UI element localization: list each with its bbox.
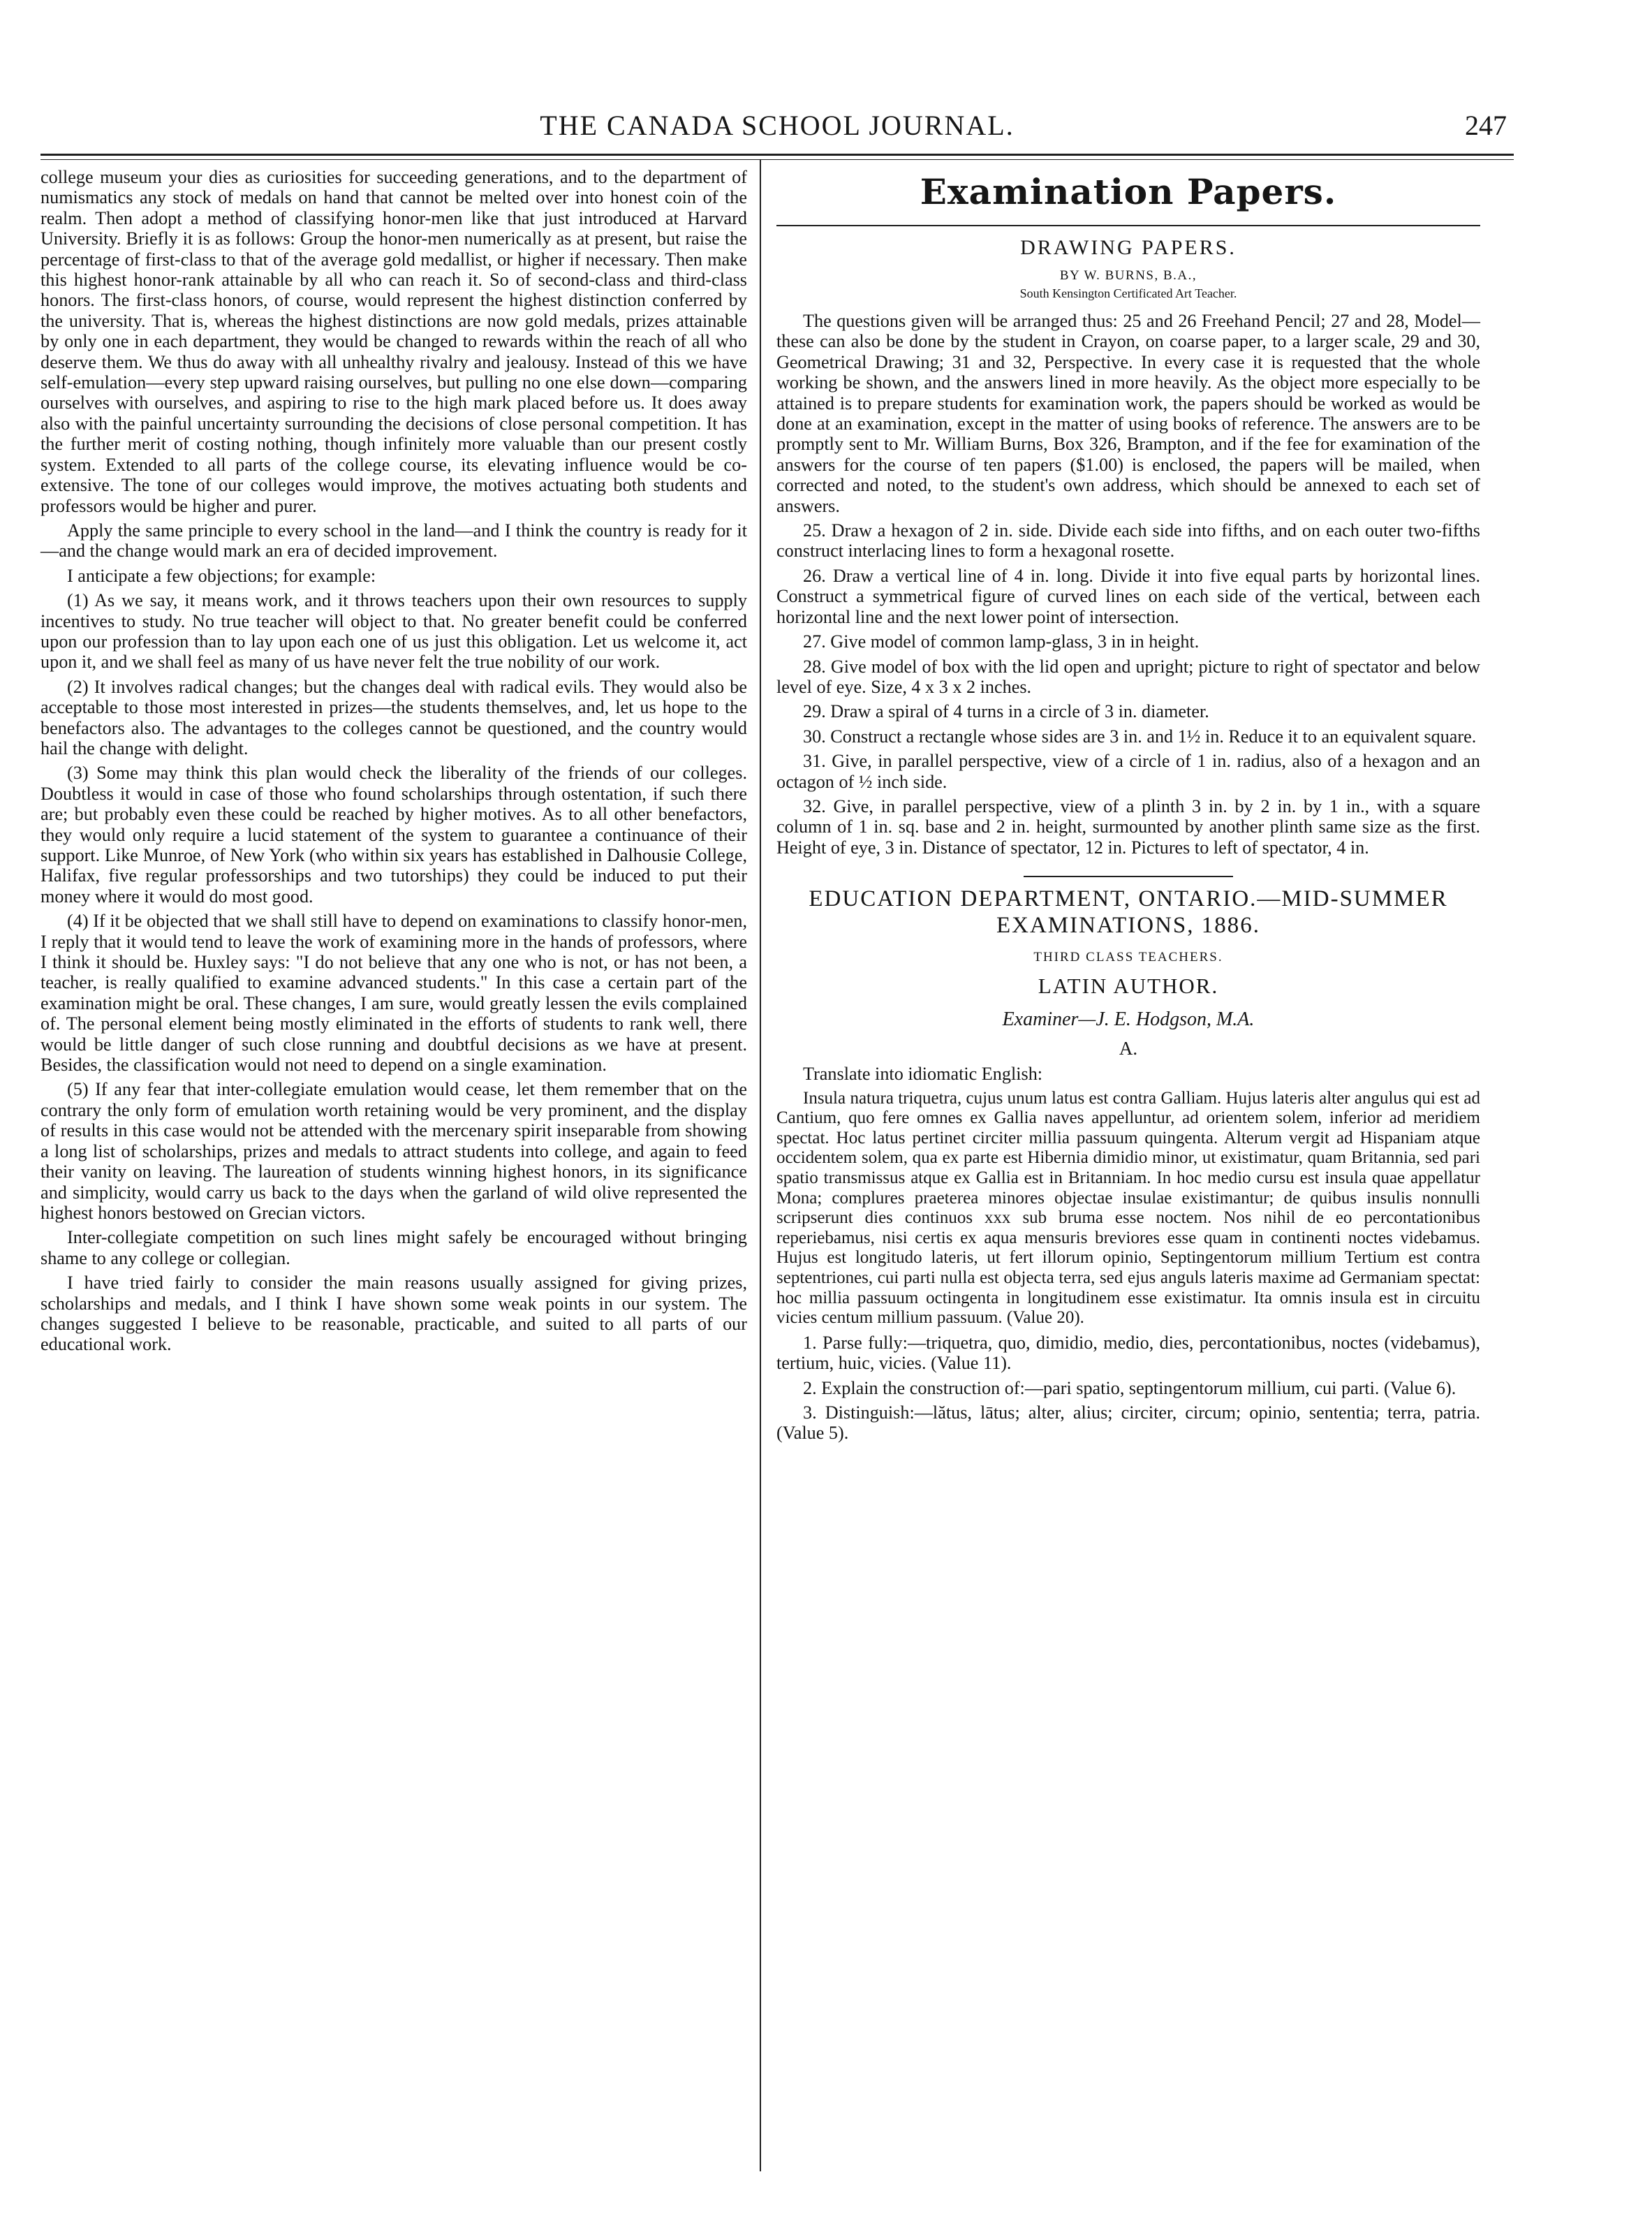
objection-paragraph: (3) Some may think this plan would check the liberality of the friends of our colleges. Doubtless it would in case of those who found scholarships through ostentation, if such there are; but probably even these could be reached by higher motives. As to all other benefactors, they would only require a lucid statement of the system to guarantee a continuance of their support. Like Munroe, of New York (who within six years has established in Dalhousie College, Halifax, five regular professorships and two tutorships) they could be induced to put their money where it would do most good. (40, 763, 747, 907)
drawing-question: 31. Give, in parallel perspective, view of a circle of 1 in. radius, also of a hexagon and an octagon of ½ inch side. (776, 751, 1480, 792)
translate-instruction: Translate into idiomatic English: (803, 1064, 1043, 1085)
right-column (761, 160, 1480, 2171)
drawing-question: 26. Draw a vertical line of 4 in. long. Divide it into five equal parts by horizontal lines. Construct a symmetrical figure of curved lines on each side of the vertical, between each horizontal line and the next lower point of intersection. (776, 565, 1480, 627)
page-header (40, 105, 1514, 154)
latin-passage: Insula natura triquetra, cujus unum latus est contra Galliam. Hujus lateris alter angulus qui est ad Cantium, quo fere omnes ex Gallia naves appelluntur, ad orientem solem, inferior ad meridiem spectat. Hoc latus pertinet circiter millia passuum quingenta. Alterum vergit ad Hispaniam atque occidentem solem, qua ex parte est Hibernia dimidio minor, ut existimatur, quam Britannia, sed pari spatio transmissus atque ex Gallia est in Britanniam. In hoc medio cursu est insula quae appellatur Mona; complures praeterea minores objectae insulae existimantur; de quibus insulis nonnulli scripserunt dies continuos xxx sub bruma esse noctem. Nos nihil de eo percontationibus reperiebamus, nisi certis ex aqua mensuris breviores esse quam in continenti noctes videbamus. Hujus est longitudo lateris, ut fert illorum opinio, Septingentorum millium Tertium est contra septentriones, cui parti nulla est objecta terra, sed ejus anguls lateris maxime ad Germaniam spectat: hoc millia passuum octingenta in longitudinem esse existimatur. Ita omnis insula est in circuitu vicies centum millium passuum. (Value 20). (776, 1088, 1480, 1328)
drawing-question: 32. Give, in parallel perspective, view of a plinth 3 in. by 2 in. by 1 in., with a square column of 1 in. sq. base and 2 in. height, surmounted by another plinth same size as the first. Height of eye, 3 in. Distance of spectator, 12 in. Pictures to left of spectator, 4 in. (776, 795, 1480, 858)
left-column (40, 160, 760, 2171)
section-title: Examination Papers. (920, 171, 1337, 212)
objection-paragraph: (1) As we say, it means work, and it throws teachers upon their own resources to supply incentives to study. No true teacher will object to that. No greater benefit could be conferred upon our profession than to lay upon each one of us just this obligation. Let us welcome it, act upon it, and we shall feel as many of us have never felt the true nobility of our work. (40, 590, 747, 673)
article-paragraph: college museum your dies as curiosities for succeeding generations, and to the department of numismatics any stock of medals on hand that cannot be melted over into honest coin of the realm. Then adopt a method of classifying honor-men like that just introduced at Harvard University. Briefly it is as follows: Group the honor-men numerically as at present, but raise the percentage of first-class to that of the average gold medallist, or higher if necessary. Then make this highest honor-rank attainable by all who can reach it. So of second-class and third-class honors. The first-class honors, of course, would represent the highest distinction conferred by the university. That is, whereas the highest distinctions are now gold medals, prizes attainable by only one in each department, they would be changed to rewards within the reach of all who deserve them. We thus do away with all unhealthy rivalry and jealousy. Instead of this we have self-emulation—every step upward raising ourselves, but pulling no one else down—comparing ourselves with ourselves, and aspiring to rise to the high mark placed before us. It does away also with the painful uncertainty surrounding the decisions of close personal competition. It has the further merit of costing nothing, though infinitely more valuable than our present costly system. Extended to all parts of the college course, its elevating influence would be co-extensive. The tone of our colleges would improve, the motives actuating both students and professors would be higher and purer. (40, 167, 747, 516)
objection-paragraph: (4) If it be objected that we shall still have to depend on examinations to classify honor-men, I reply that it would tend to leave the work of examining more in the hands of professors, where I think it should be. Huxley says: "I do not believe that any one who is not, or has not been, a teacher, is really qualified to examine advanced students." In this case a certain part of the examination might be oral. These changes, I am sure, would greatly lessen the evils complained of. The personal element being mostly eliminated in the efforts of students to rank well, there would be little danger of such close running and doubtful decisions as we have at present. Besides, the classification would not need to depend on a single examination. (40, 911, 747, 1076)
header-rule (40, 154, 1514, 156)
latin-author-heading: LATIN AUTHOR. (1038, 974, 1219, 999)
article-paragraph: I have tried fairly to consider the main reasons usually assigned for giving prizes, scholarships and medals, and I think I have shown some weak points in our system. The changes suggested I believe to be reasonable, practicable, and suited to all parts of our educational work. (40, 1272, 747, 1355)
drawing-question: 27. Give model of common lamp-glass, 3 in in height. (803, 631, 1200, 652)
author-byline: BY W. BURNS, B.A., (1059, 268, 1197, 283)
latin-question: 1. Parse fully:—triquetra, quo, dimidio, medio, dies, percontationibus, noctes (videbamus), tertium, huic, vicies. (Value 11). (776, 1332, 1480, 1374)
section-label: A. (1119, 1038, 1138, 1059)
section-separator (1024, 876, 1233, 877)
objection-paragraph: (2) It involves radical changes; but the changes deal with radical evils. They would also be acceptable to those most interested in prizes—the students themselves, and, let us hope to the benefactors also. The advantages to the colleges cannot be questioned, and the country would hail the change with delight. (40, 676, 747, 758)
examiner-line: Examiner—J. E. Hodgson, M.A. (1002, 1009, 1255, 1031)
article-paragraph: Inter-collegiate competition on such lines might safely be encouraged without bringing shame to any college or collegian. (40, 1227, 747, 1268)
drawing-question: 25. Draw a hexagon of 2 in. side. Divide each side into fifths, and on each outer two-fifths construct interlacing lines to form a hexagonal rosette. (776, 520, 1480, 562)
drawing-question: 29. Draw a spiral of 4 turns in a circle of 3 in. diameter. (803, 701, 1209, 722)
drawing-papers-title: DRAWING PAPERS. (1020, 236, 1237, 259)
page-number: 247 (1465, 110, 1507, 141)
drawing-intro: The questions given will be arranged thus: 25 and 26 Freehand Pencil; 27 and 28, Model—these can also be done by the student in Crayon, on coarse paper, to a larger scale, 29 and 30, Geometrical Drawing; 31 and 32, Perspective. In every case it is requested that the whole working be shown, and the answers lined in more heavily. As the object more especially to be attained is to prepare students for examination work, the papers should be worked as would be done at an examination, except in the matter of using books of reference. The answers are to be promptly sent to Mr. William Burns, Box 326, Brampton, and if the fee for examination of the answers for the course of ten papers ($1.00) is enclosed, the papers will be mailed, when corrected and noted, to the student's own address, which should be annexed to each set of answers. (776, 311, 1480, 516)
author-credential: South Kensington Certificated Art Teacher. (1019, 286, 1237, 300)
department-heading: EDUCATION DEPARTMENT, ONTARIO.—MID-SUMMER EXAMINATIONS, 1886. (809, 886, 1448, 939)
section-rule (776, 225, 1480, 226)
article-paragraph: I anticipate a few objections; for example: (67, 565, 376, 586)
journal-title: THE CANADA SCHOOL JOURNAL. (540, 110, 1015, 141)
drawing-question: 28. Give model of box with the lid open and upright; picture to right of spectator and below level of eye. Size, 4 x 3 x 2 inches. (776, 656, 1480, 697)
drawing-question: 30. Construct a rectangle whose sides are 3 in. and 1½ in. Reduce it to an equivalent square. (803, 726, 1477, 747)
article-paragraph: Apply the same principle to every school in the land—and I think the country is ready for it—and the change would mark an era of decided improvement. (40, 520, 747, 562)
third-class-heading: THIRD CLASS TEACHERS. (1033, 950, 1223, 965)
objection-paragraph: (5) If any fear that inter-collegiate emulation would cease, let them remember that on the contrary the only form of emulation worth retaining would be very prominent, and the display of results in this case would not be attended with the mercenary spirit inseparable from showing a long list of scholarships, prizes and medals to attract students into college, and again to feed their vanity on leaving. The laureation of students winning highest honors, in its significance and simplicity, would carry us back to the days when the garland of wild olive represented the highest honors bestowed on Grecian victors. (40, 1079, 747, 1223)
latin-question: 3. Distinguish:—lătus, lātus; alter, alius; circiter, circum; opinio, sententia; terra, patria. (Value 5). (776, 1402, 1480, 1444)
latin-question: 2. Explain the construction of:—pari spatio, septingentorum millium, cui parti. (Value 6). (803, 1377, 1456, 1398)
journal-page (40, 105, 1514, 2186)
